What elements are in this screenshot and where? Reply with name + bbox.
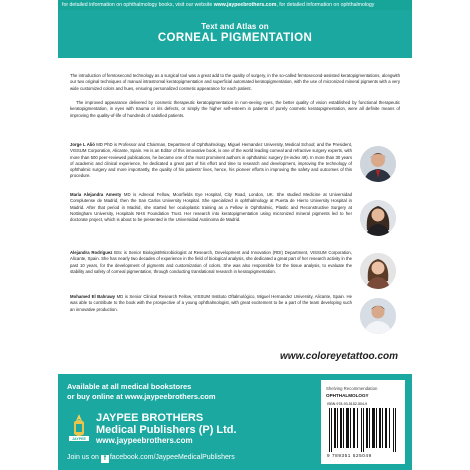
portrait-icon (360, 146, 396, 182)
facebook-link[interactable]: facebook.com/JaypeeMedicalPublishers (109, 454, 235, 461)
author-bio-text: BSc is Senior Biologist/Microbiologist at Research, Development and Innovation (RDI) Department, VISSUM Corporation, Alicante, Spain. She has nearly two decades of experience in the field of biological analysis, she dedicated a great part of her research activity in the past 10 years, for the development of pigments and customization of colors. She was also responsible for the tissue analysis, to evaluate the stability and safety of corneal pigmentation, through conducting translational research in keratopigmentation. (70, 250, 352, 274)
author-photo (360, 146, 396, 182)
intro-paragraph-1: The introduction of femtosecond technology as a surgical tool was a great add to the quality of surgery, in the so-called femtosecond-assisted keratopigmentations, alongwith our two original techniques of manual intrastromal keratopigmentation and superficial automated keratopigmentation, with the use of micronized mineral pigments with a very wide customized colors and hues, ensuring personalized cosmetic appearance for each patient. (70, 73, 400, 91)
publisher-logo-icon (68, 412, 90, 442)
top-strip-suffix: , for detailed information on ophthalmology (276, 2, 375, 8)
footer-band (58, 374, 412, 470)
portrait-icon (360, 253, 396, 289)
author-bio-text: MD is Adnexal Fellow, Moorfields Eye Hospital, City Road, London, UK. She studied Medicine at Universidad Complutense de Madrid, then the San Carlos University Hospital. She specialized in ophthalmology at Puerta de Hierro University Hospital in Madrid. After that period in Madrid, she started her oculoplastic training as a Fellow in Ophthalmic, Plastic and Reconstructive Surgery at Nottingham University, Hospitals NHS Foundation Trust. Her research into keratopigmentation using micronized mineral pigments led to her doctorate project, which is about to be presented in the Universidad Autónoma de Madrid. (70, 192, 352, 223)
author-name: Jorge L Alió (70, 142, 95, 147)
author-photo (360, 200, 396, 236)
book-back-cover (58, 0, 412, 470)
title-band (58, 10, 412, 58)
barcode-panel (321, 380, 405, 464)
publisher-name (96, 412, 237, 436)
barcode-digits: 9 789351 525049 (327, 453, 372, 458)
isbn-text: ISBN 978-93-5152-504-9 (327, 402, 368, 406)
author-bio-text: MD is Senior Clinical Research Fellow, VISSUM Instituto Oftalmológico, Miguel Hernandez University, Alicante, Spain. He was able to contribute to the book with the prospective of a young ophthalmologist, with great excitement to be a part of the team developing such an innovative production. (70, 294, 353, 312)
author-bio-text: MD PhD is Professor and Chairman, Department of Ophthalmology, Miguel Hernandez University, Medical School; and the President, VISSUM Corporation, Alicante, Spain. He is an Editor of this innovative book, is one of the world leading corneal and refractive surgery experts, with more than 500 peer-reviewed publications, he became one of the most prominent authors in ophthalmic surgery (H-index 49). In more than 30 years of academic and clinical experience, he dedicated a great part of his effort and time to research and development, improving the technology of ophthalmic surgery and more importantly, the quality of his patients' lives, hence, his pioneer efforts in improving the safety and outcomes of this procedure. (70, 142, 353, 179)
logo-label: JAYPEE (72, 437, 86, 441)
availability-text (67, 382, 216, 401)
top-info-strip (58, 0, 412, 10)
top-strip-prefix: for detailed information on ophthalmology books, visit our website (62, 2, 214, 8)
website-link[interactable]: www.coloreyetattoo.com (280, 351, 398, 362)
author-name: Alejandra Rodríguez (70, 250, 113, 255)
author-bio (70, 192, 352, 223)
availability-line-1: Available at all medical bookstores (67, 382, 192, 391)
publisher-line-2: Medical Publishers (P) Ltd. (96, 424, 237, 436)
top-strip-site-link[interactable]: www.jaypeebrothers.com (213, 2, 277, 8)
join-us-label: Join us on (67, 454, 101, 461)
intro-paragraph-2: The improved appearance delivered by cosmetic therapeutic keratopigmentation in non-seeing eyes, the better quality of vision established by functional therapeutic keratopigmentation, in eyes with trauma or iris defects, or simply the higher self-esteem in patients of purely cosmetic keratopigmentation, were all definite means of improving the quality-of-life of hundreds of satisfied patients. (70, 100, 400, 118)
facebook-icon: f (101, 455, 109, 463)
publisher-url-link[interactable]: www.jaypeebrothers.com (96, 436, 193, 445)
portrait-icon (360, 298, 396, 334)
barcode-graphic (327, 408, 399, 452)
shelving-label: Shelving Recommendation (326, 386, 378, 391)
availability-line-2: or buy online at www.jaypeebrothers.com (67, 391, 216, 401)
book-title: CORNEAL PIGMENTATION (157, 32, 313, 44)
join-us-line (67, 454, 235, 463)
author-name: María Alejandra Amesty (70, 192, 122, 197)
author-bio (70, 294, 352, 313)
shelving-category: OPHTHALMOLOGY (326, 393, 369, 398)
subtitle-text: Text and Atlas on (201, 22, 269, 31)
intro-paragraph-2-wrap (70, 100, 400, 119)
author-photo (360, 253, 396, 289)
author-bio (70, 142, 352, 180)
author-bio (70, 250, 352, 275)
publisher-line-1: JAYPEE BROTHERS (96, 412, 204, 424)
author-name: Mohamed El Bahrawy (70, 294, 116, 299)
portrait-icon (360, 200, 396, 236)
author-photo (360, 298, 396, 334)
